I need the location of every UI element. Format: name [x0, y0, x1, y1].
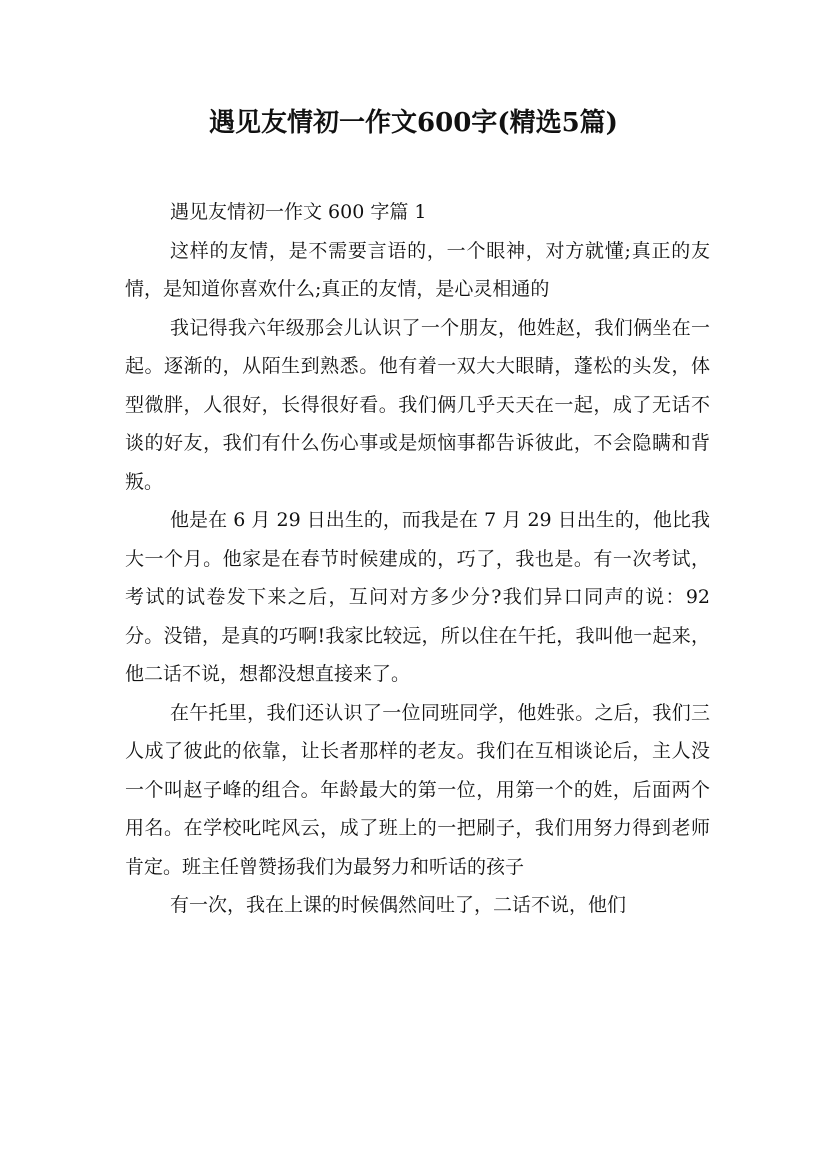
paragraph-5: 有一次，我在上课的时候偶然间吐了，二话不说，他们: [170, 894, 627, 916]
paragraph-1: 这样的友情，是不需要言语的，一个眼神，对方就懂;真正的友情，是知道你喜欢什么;真正的友情，是心灵相通的: [125, 239, 710, 300]
paragraph-3: 他是在 6 月 29 日出生的，而我是在 7 月 29 日出生的，他比我大一个月。他家是在春节时候建成的，巧了，我也是。有一次考试，考试的试卷发下来之后，互问对方多少分?我们异口同声的说：92 分。没错，是真的巧啊!我家比较远，所以住在午托，我叫他一起来，他二话不说，想都没想直接来了。: [125, 509, 710, 685]
section-heading: 遇见友情初一作文 600 字篇 1: [170, 201, 427, 223]
paragraph-2: 我记得我六年级那会儿认识了一个朋友，他姓赵，我们俩坐在一起。逐渐的，从陌生到熟悉。他有着一双大大眼睛，蓬松的头发，体型微胖，人很好，长得很好看。我们俩几乎天天在一起，成了无话不谈的好友，我们有什么伤心事或是烦恼事都告诉彼此，不会隐瞒和背叛。: [125, 316, 710, 493]
document-title: 遇见友情初一作文600字(精选5篇): [209, 108, 618, 138]
document-body: [125, 193, 710, 925]
paragraph-4: 在午托里，我们还认识了一位同班同学，他姓张。之后，我们三人成了彼此的依靠，让长者那样的老友。我们在互相谈论后，主人没一个叫赵子峰的组合。年龄最大的第一位，用第一个的姓，后面两个用名。在学校叱咤风云，成了班上的一把刷子，我们用努力得到老师肯定。班主任曾赞扬我们为最努力和听话的孩子: [125, 701, 710, 878]
